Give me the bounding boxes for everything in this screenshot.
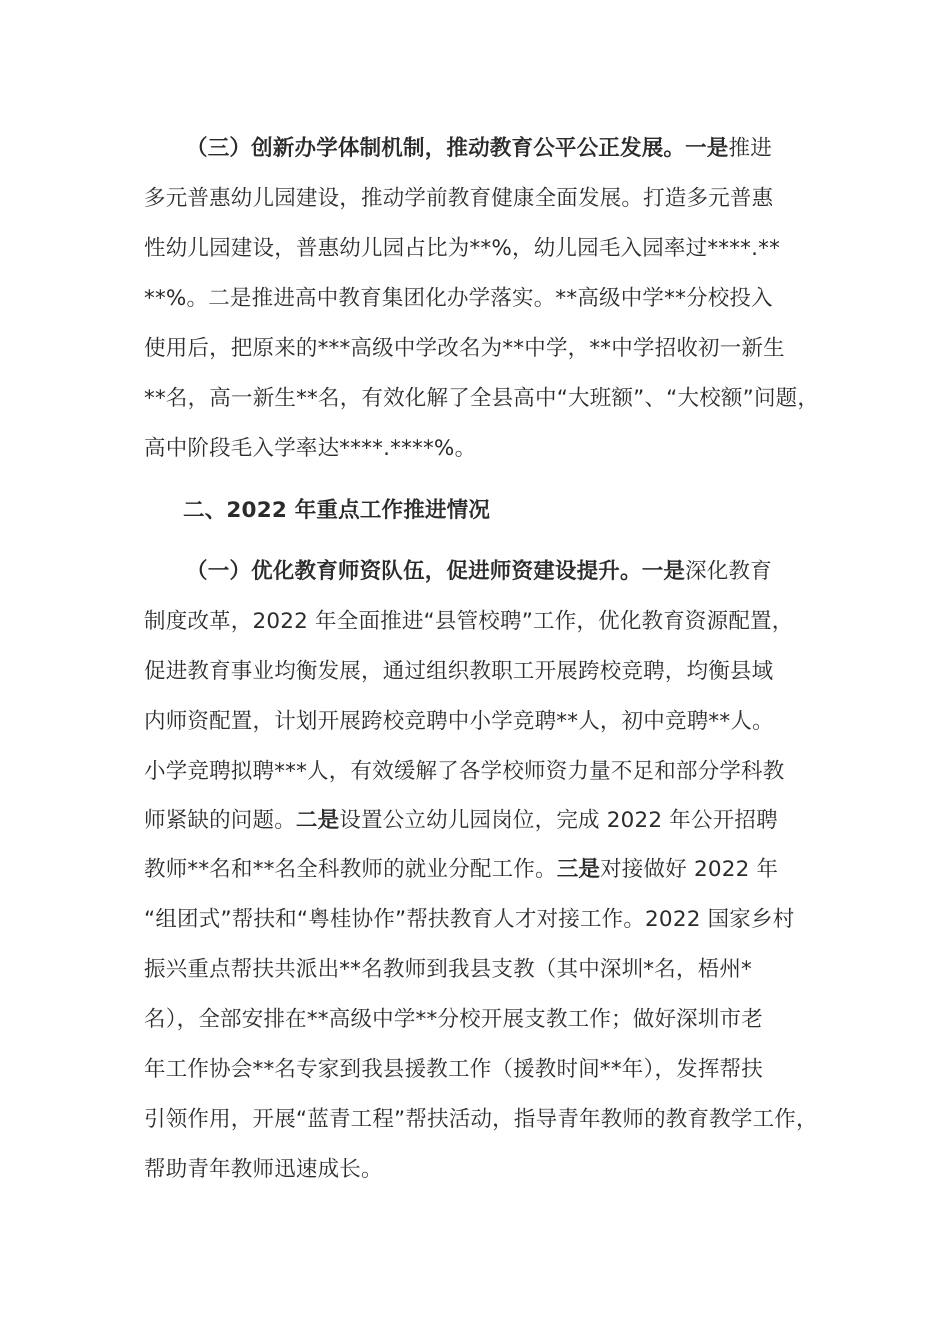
paragraph-section-one-line-12: 引领作用，开展“蓝青工程”帮扶活动，指导青年教师的教育教学工作， — [144, 1107, 818, 1132]
paragraph-section-one-line-13: 帮助青年教师迅速成长。 — [144, 1157, 383, 1182]
paragraph-section-three-line-6: **名，高一新生**名，有效化解了全县高中“大班额”、“大校额”问题， — [144, 386, 820, 411]
line6-text-a: 师紧缺的问题。 — [144, 808, 296, 833]
paragraph-section-one-line-10: 名），全部安排在**高级中学**分校开展支教工作；做好深圳市老 — [144, 1007, 763, 1032]
paragraph-section-three-line-4: **%。二是推进高中教育集团化办学落实。**高级中学**分校投入 — [144, 286, 773, 311]
paragraph-section-one-line-4: 内师资配置，计划开展跨校竞聘中小学竞聘**人，初中竞聘**人。 — [144, 709, 774, 734]
line7-text-a: 教师**名和**名全科教师的就业分配工作。 — [144, 857, 557, 882]
paragraph-section-three-line-3: 性幼儿园建设，普惠幼儿园占比为**%，幼儿园毛入园率过****.** — [144, 236, 781, 261]
paragraph-section-one-line-3: 促进教育事业均衡发展，通过组织教职工开展跨校竞聘，均衡县域 — [144, 659, 774, 684]
paragraph-section-three-line-5: 使用后，把原来的***高级中学改名为**中学，**中学招收初一新生 — [144, 336, 785, 361]
section-three-bold-lead: （三）创新办学体制机制，推动教育公平公正发展。一是 — [186, 136, 729, 161]
paragraph-section-one-line-2: 制度改革，2022 年全面推进“县管校聘”工作，优化教育资源配置， — [144, 609, 794, 634]
paragraph-section-one-line-5: 小学竞聘拟聘***人，有效缓解了各学校师资力量不足和部分学科教 — [144, 759, 785, 784]
section-three-lead-rest: 推进 — [728, 136, 772, 161]
paragraph-section-three-line-7: 高中阶段毛入学率达****.****%。 — [144, 436, 477, 461]
paragraph-section-one-line-7 — [144, 855, 778, 885]
line6-bold-second: 二是 — [295, 808, 340, 833]
section-one-bold-lead: （一）优化教育师资队伍，促进师资建设提升。一是 — [186, 559, 686, 584]
paragraph-section-three-line-1 — [186, 134, 772, 164]
line6-text-c: 设置公立幼儿园岗位，完成 2022 年公开招聘 — [339, 808, 778, 833]
paragraph-section-three-line-2: 多元普惠幼儿园建设，推动学前教育健康全面发展。打造多元普惠 — [144, 186, 774, 211]
section-heading-two: 二、2022 年重点工作推进情况 — [183, 498, 491, 523]
line7-text-c: 对接做好 2022 年 — [600, 857, 779, 882]
paragraph-section-one-line-1 — [186, 557, 772, 587]
paragraph-section-one-line-9: 振兴重点帮扶共派出**名教师到我县支教（其中深圳*名，梧州* — [144, 957, 753, 982]
paragraph-section-one-line-11: 年工作协会**名专家到我县援教工作（援教时间**年），发挥帮扶 — [144, 1057, 763, 1082]
section-one-lead-rest: 深化教育 — [685, 559, 772, 584]
paragraph-section-one-line-6 — [144, 806, 778, 836]
line7-bold-third: 三是 — [556, 857, 601, 882]
paragraph-section-one-line-8: “组团式”帮扶和“粤桂协作”帮扶教育人才对接工作。2022 国家乡村 — [144, 907, 795, 932]
